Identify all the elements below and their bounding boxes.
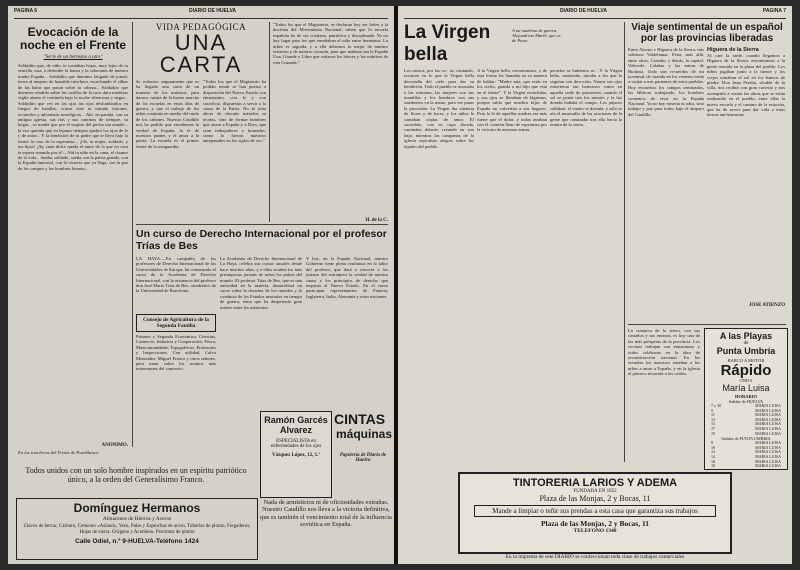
todos-unidos: [16, 466, 256, 494]
schedule-time: 7 y 30: [711, 403, 721, 408]
schedule-time: 8: [711, 440, 713, 446]
schedule-time: 9: [711, 407, 713, 413]
vida-signature: H. de la C.: [365, 218, 388, 222]
bottom-statement: [260, 499, 392, 559]
viaje-body-col1: Entre Alosno e Higuera de la Sierra, mis sobrinos Valdelamar, Pena, más allá, entre otros, Castaño, y detrás, la capital: Valverde, Calañas y las minas de Riotinto. Todo son recuerdos de mi juventud, de cuando en los veranos venía a visitar a mis parientes de estos pueblos. Hoy encuentro los campos sembrados, las fábricas trabajando, los hombres contentos de vivir en la España Nacional. Ya no hay miseria ni odio, sino trabajo y paz para todos bajo el amparo del Caudillo.: [628, 47, 704, 117]
ad-ramon-line1: ESPECIALISTA en: [276, 439, 316, 444]
curso-body-col3: Y hoy, en la España Nacional, nuestro Gobierno tiene plena confianza en la labor del profesor, que dará a conocer a los juristas del extranjero la verdad de nuestra causa y los principios de derecho que inspiran al Nuevo Estado. En el curso participan representantes de Francia, Inglaterra, Italia, Alemania y otras naciones.: [306, 256, 388, 299]
ad-tintoreria-phone: TELEFONO 1348: [573, 528, 617, 534]
ad-dominguez-line1: Almacenes de Hierros y Aceros: [102, 516, 172, 522]
schedule-time: 11: [711, 412, 715, 418]
ad-playas-horario: HORARIO: [734, 394, 757, 399]
ad-cintas: [334, 411, 392, 496]
ad-playas-line1: A las Playas: [719, 331, 773, 341]
curso-body-col1b: Primero y Segunda Económica. Ciencias, Comercio, Industria y Cooperación, Pesca, Mancomunidades Topográficas, Profesores y Inspecciones. Con utilidad, Calvo Menendez, Miguel Franco y otros señores, para tratar sobre los asuntos más interesantes del comercio.: [136, 334, 216, 372]
ad-ramon-garces: [260, 411, 332, 498]
virgen-body-col2: A la Virgen bella, encontramos, y de esta forma les llamaba en su manera de hablar: "Madre mía, que estás en los cielos, guarda a mi hijo que está en el frente". Y la Virgen escuchaba, y sus ojos se llenaban de lágrimas, porque sabía que muchos hijos de España no volverían a sus hogares. Pero la fe de aquellas madres era más fuerte que el dolor, y todas rezaban con el corazón lleno de esperanza por la victoria de nuestras armas.: [477, 68, 547, 133]
virgen-dedication: A mi madrina de guerra, Alejandrina Mariñ, que es de Pena.: [512, 28, 561, 43]
vida-continuation: [273, 22, 388, 222]
higuera-title: Higuera de la Sierra: [707, 47, 759, 53]
ad-cintas-title: CINTAS: [334, 411, 386, 427]
schedule-boat: MARIA LUISA: [755, 430, 781, 436]
ad-dominguez-hermanos: [16, 498, 258, 560]
ad-playas-name: Rápido: [720, 362, 772, 379]
ad-cintas-sub: máquinas: [335, 427, 392, 441]
curso-article: [136, 228, 388, 408]
schedule-time: 13: [711, 416, 715, 422]
vida-body-col3: "Todos los que el Magisterio, se declaran hoy ser fieles a la doctrina del Movimiento Nacional, saben que la escuela española ha de ser cristiana, patriótica y disciplinada. Ya no hay lugar para los que enseñaban el odio entre hermanos. La niñez es sagrada, y a ella debemos lo mejor de nuestro esfuerzo y de nuestro corazón, para que mañana sea la España Una, Grande y Libre que soñaron los héroes y los mártires de esta Cruzada.": [273, 22, 388, 65]
ad-tintoreria-title: TINTORERIA LARIOS Y ADEMA: [512, 477, 678, 489]
schedule-time: 19: [711, 430, 715, 436]
schedule-time: 12: [711, 449, 715, 455]
evocacion-subtitle: "Serie de un hermano a otro": [43, 55, 103, 60]
ad-playas-salidas-huelva: Salidas de HUELVA: [728, 399, 764, 404]
viaje-title: Viaje sentimental de un español por las provincias liberadas: [631, 22, 783, 44]
ad-dominguez-name: Domínguez Hermanos: [73, 501, 201, 515]
schedule-time: 14: [711, 453, 715, 459]
schedule-boat: MARIA LUISA: [755, 407, 781, 413]
schedule-table-huelva: [705, 404, 787, 436]
virgen-body-col3: pecados se hubiesen re... Y la Virgen bella, sonriendo, miraba a los que la seguían con devoción. Nunca sus ojos estuvieron tan hermosos como en aquella tarde de primavera, cuando el sol se ponía tras los montes y la luz dorada bañaba el campo. Los pájaros callaban, el viento se detenía, y sólo se oía el murmullo de las oraciones de la gente que caminaba tras ella hacia la ermita de la sierra.: [550, 68, 622, 128]
schedule-row: [711, 469, 781, 470]
ad-dominguez-address: Calle Odiel, n.º 9-HUELVA-Teléfono 1424: [75, 538, 199, 545]
todos-unidos-text: Todos unidos con un solo hombre inspirados en un espíritu patriótico único, a la orden del Generalísimo Franco.: [25, 466, 247, 484]
ad-tintoreria-address2: Plaza de las Monjas, 2 y Bocas, 11: [540, 519, 650, 528]
left-page: [8, 6, 394, 564]
page-number: PAGINA 6: [14, 8, 38, 14]
curso-title: Un curso de Derecho Internacional por el profesor Trías de Bes: [136, 228, 387, 252]
ad-ramon-name: Ramón Garcés Alvarez: [264, 415, 328, 435]
viaje-continuation: [628, 328, 700, 468]
ad-dominguez-body: Clavos de herrar, Carburo, Cemento «Asland», Yeso, Palas y Espiochas de acero, Tuberías de plomo, Fregaderos, Hojas de sierra. Oxígeno y Acetileno. Precintos de plomo: [23, 524, 251, 535]
schedule-boat: MARIA LUISA: [755, 463, 781, 469]
schedule-boat: MARIA LUISA: [755, 403, 781, 408]
virgen-bella-article: [404, 22, 622, 472]
viaje-article: [628, 22, 786, 322]
masthead: DIARIO DE HUELVA: [559, 8, 607, 14]
schedule-boat: MARIA LUISA: [755, 416, 781, 422]
schedule-time: 18: [711, 463, 715, 469]
ad-playas-onda: ONDA: [739, 378, 753, 383]
curso-section-banner: Consejo de Agricultura de la Segunda Familia: [136, 314, 216, 332]
evocacion-article: [18, 22, 128, 462]
left-page-header: [14, 8, 388, 19]
ad-playas-salidas-punta: Salidas de PUNTA UMBRIA: [721, 436, 771, 442]
ad-tintoreria: [458, 472, 732, 554]
ad-playas-line3: Punta Umbría: [716, 346, 776, 356]
ad-playas-boat: María Luisa: [722, 383, 770, 393]
curso-body-col1: LA HAYA.—En compañía de los profesores de Derecho Internacional de las Universidades de Europa, ha comenzado el curso de la Academia de Derecho Internacional, con la asistencia del profesor don José María Trías de Bes, catedrático de la Universidad de Barcelona.: [136, 256, 216, 294]
schedule-boat: MARIA LUISA: [755, 449, 781, 455]
virgen-body-col1: Los mozos, por las ca-, as, cantando, recorren en lo que la Virgen bella descendía del cielo para dar su bendición. Todo el pueblo se asomaba a las ventanas, las mujeres con sus mantillas y los hombres con sus sombreros en la mano, para ver pasar la procesión. La Virgen iba cubierta de flores y de luces, y los niños le cantaban coplas de amor. El sacerdote, con su capa dorada, caminaba delante, rezando en voz baja, mientras las campanas de la iglesia repicaban alegres sobre los tejados del pueblo.: [404, 68, 474, 149]
higuera-body: Al caer la tarde, cuando llegamos a Higuera de la Sierra, encontramos a la gente reunida en la plaza del pueblo. Los niños jugaban junto a la fuente y los viejos tomaban el sol en los bancos de piedra. Don Juan Peralta, alcalde de la villa, nos recibió con gran cortesía y nos acompañó a visitar las obras que se están realizando en el pueblo, entre ellas la nueva escuela y el camino de la estación, que ha de servir para dar vida a estas tierras tan hermosas.: [707, 53, 785, 118]
schedule-time: 15: [711, 421, 715, 427]
curso-body-col2: La Academia de Derecho Internacional de La Haya, celebra sus cursos anuales desde hace muchos años, y a ellos acuden los más prestigiosos juristas de todos los países del mundo. El profesor Trías de Bes, que es una autoridad en la materia, desarrollará un curso sobre la doctrina de los tratados y la conducta de los Estados neutrales en tiempo de guerra, tema que ha despertado gran interés entre los asistentes.: [220, 256, 302, 310]
schedule-boat: MARIA LUISA: [755, 458, 781, 464]
ad-tintoreria-slogan: Mande a limpiar o teñir sus prendas a esta casa que garantiza sus trabajos: [474, 505, 716, 517]
schedule-boat: MARIA LUISA: [755, 453, 781, 459]
ad-playas-barco: BARCO A MOTOR: [727, 358, 765, 363]
evocacion-author: ANONIMO.: [101, 443, 128, 448]
schedule-boat: MARIA LUISA: [755, 440, 781, 446]
evocacion-body: Soldadito que, de niño, te contaban hojas, muy lejos de tu sencilla casa, a defender la honra y la soberanía de nuestra madre España... Soldadito que duermes fatigado de jornal, tierra al amparo de humilde trinchera, escuchando el silbar de las balas que pasan sobre tu cabeza... Soldadito que duermes rendido sobre las casillas de la roca dura mientras vigila atento el centinela bajo la noche silenciosa y negra... Soldadito que ves en las ojas tus ojos deslumbrados en fuegos de batallas, cruzar ante tu mirada visiones, recuerdos y añoranzas nostálgicas... Ahí, en parada, con su antigua iglesia, sus rías y sus caminos de siempre, su hogar... tu madre que por el sospiro del pecho tan amado... la voz querida que en lejanos tiempos quebró los ojos de fe y de amor... Y la bendición de tu padre que te lleva bajo la frente la cruz de la esperanza... ¡Oh, tu mujer, soldado, y tus hijos! ¡Ay, cuán dulce queda el amor de la que en casa te espera rezando por ti!... Ahí tu niño en la cuna, el clamor de la vida... Sueña, soldado, sueña con la patria grande, con la España inmortal, con la victoria que ya llega, con la paz de los campos y los hombres buenos...: [18, 63, 128, 171]
schedule-boat: MARIA LUISA: [755, 444, 781, 450]
ad-tintoreria-address: Plaza de las Monjas, 2 y Bocas, 11: [539, 494, 651, 503]
right-page: [398, 6, 792, 564]
evocacion-footer: En las trincheras del Frente de Pozoblanco.: [18, 450, 100, 455]
masthead: DIARIO DE HUELVA: [189, 8, 237, 14]
schedule-boat: MARIA LUISA: [755, 421, 781, 427]
schedule-time: 17: [711, 425, 715, 431]
right-page-header: [404, 8, 786, 19]
schedule-time: [711, 469, 715, 470]
evocacion-title: Evocación de la noche en el Frente: [19, 25, 127, 52]
virgen-title: La Virgen bella: [404, 22, 491, 65]
vida-body-col2: "Todos los que el Magisterio ha podido reunir se han puesto a disposición del Nuevo Estado con entusiasmo, con fe y con sacrificio, dispuestos a servir a la causa de la Patria. No se trata ahora de discutir métodos ni teorías, sino de formar hombres que amen a España y a Dios, que sean trabajadores y honrados, como lo fueron nuestros antepasados en los siglos de oro.": [203, 79, 266, 144]
ad-tintoreria-founded: FUNDADA EN 1852: [573, 489, 617, 494]
viaje-body-col3: La comarca de la sierra, con sus castaños y sus encinas, es hoy una de las más prósperas de la provincia. Los vecinos trabajan con entusiasmo y todos colaboran en la obra de reconstrucción nacional. En las escuelas los maestros enseñan a los niños a amar a España, y en la iglesia el párroco recuerda a los caídos.: [628, 328, 700, 377]
vida-pedagogica-article: [136, 22, 266, 222]
vida-kicker: VIDA PEDAGÓGICA: [155, 22, 247, 32]
schedule-boat: MARIA LUISA: [755, 425, 781, 431]
higuera-signature: JOSE ATIENZO: [748, 303, 785, 308]
ad-cintas-line: Papelería de Diario de Huelva: [339, 453, 387, 463]
ad-playas-line2: de: [743, 341, 749, 346]
vida-body-col1: Sr. redactor: seguramente que os ha llegado una carta de un maestro de los nuestros, para darnos cuenta de la buena marcha de las escuelas en estos días de guerra, y que el trabajo de los niños continúa en medio del ruido de los cañones. Nuestro Caudillo nos ha pedido que enseñemos la verdad de España, la fe de nuestros padres y el amor a la patria. La escuela es el primer frente de la retaguardia.: [136, 79, 199, 149]
newspaper-spread: [8, 6, 792, 564]
ad-punta-umbria: [704, 328, 788, 470]
schedule-boat: [755, 469, 781, 470]
schedule-time: 16: [711, 458, 715, 464]
ad-ramon-line2: enfermedades de los ojos: [270, 444, 322, 449]
vida-title: UNA CARTA: [159, 30, 243, 77]
schedule-time: 10: [711, 444, 715, 450]
schedule-table-punta: [705, 441, 787, 470]
ad-ramon-line3: Vázquez López, 12, 1.º: [271, 453, 321, 458]
bottom-statement-text: Nada de armisticios ni de oficiosidades extrañas. Nuestro Caudillo nos lleva a la victoria definitiva, que es también el vencimiento total de la influencia soviética en España.: [260, 499, 392, 529]
page-number: PAGINA 7: [762, 8, 786, 14]
right-footer-text: En la imprenta de este DIARIO se confeccionan toda clase de trabajos comerciales: [505, 554, 685, 560]
right-footer: [404, 554, 786, 563]
schedule-boat: MARIA LUISA: [755, 412, 781, 418]
